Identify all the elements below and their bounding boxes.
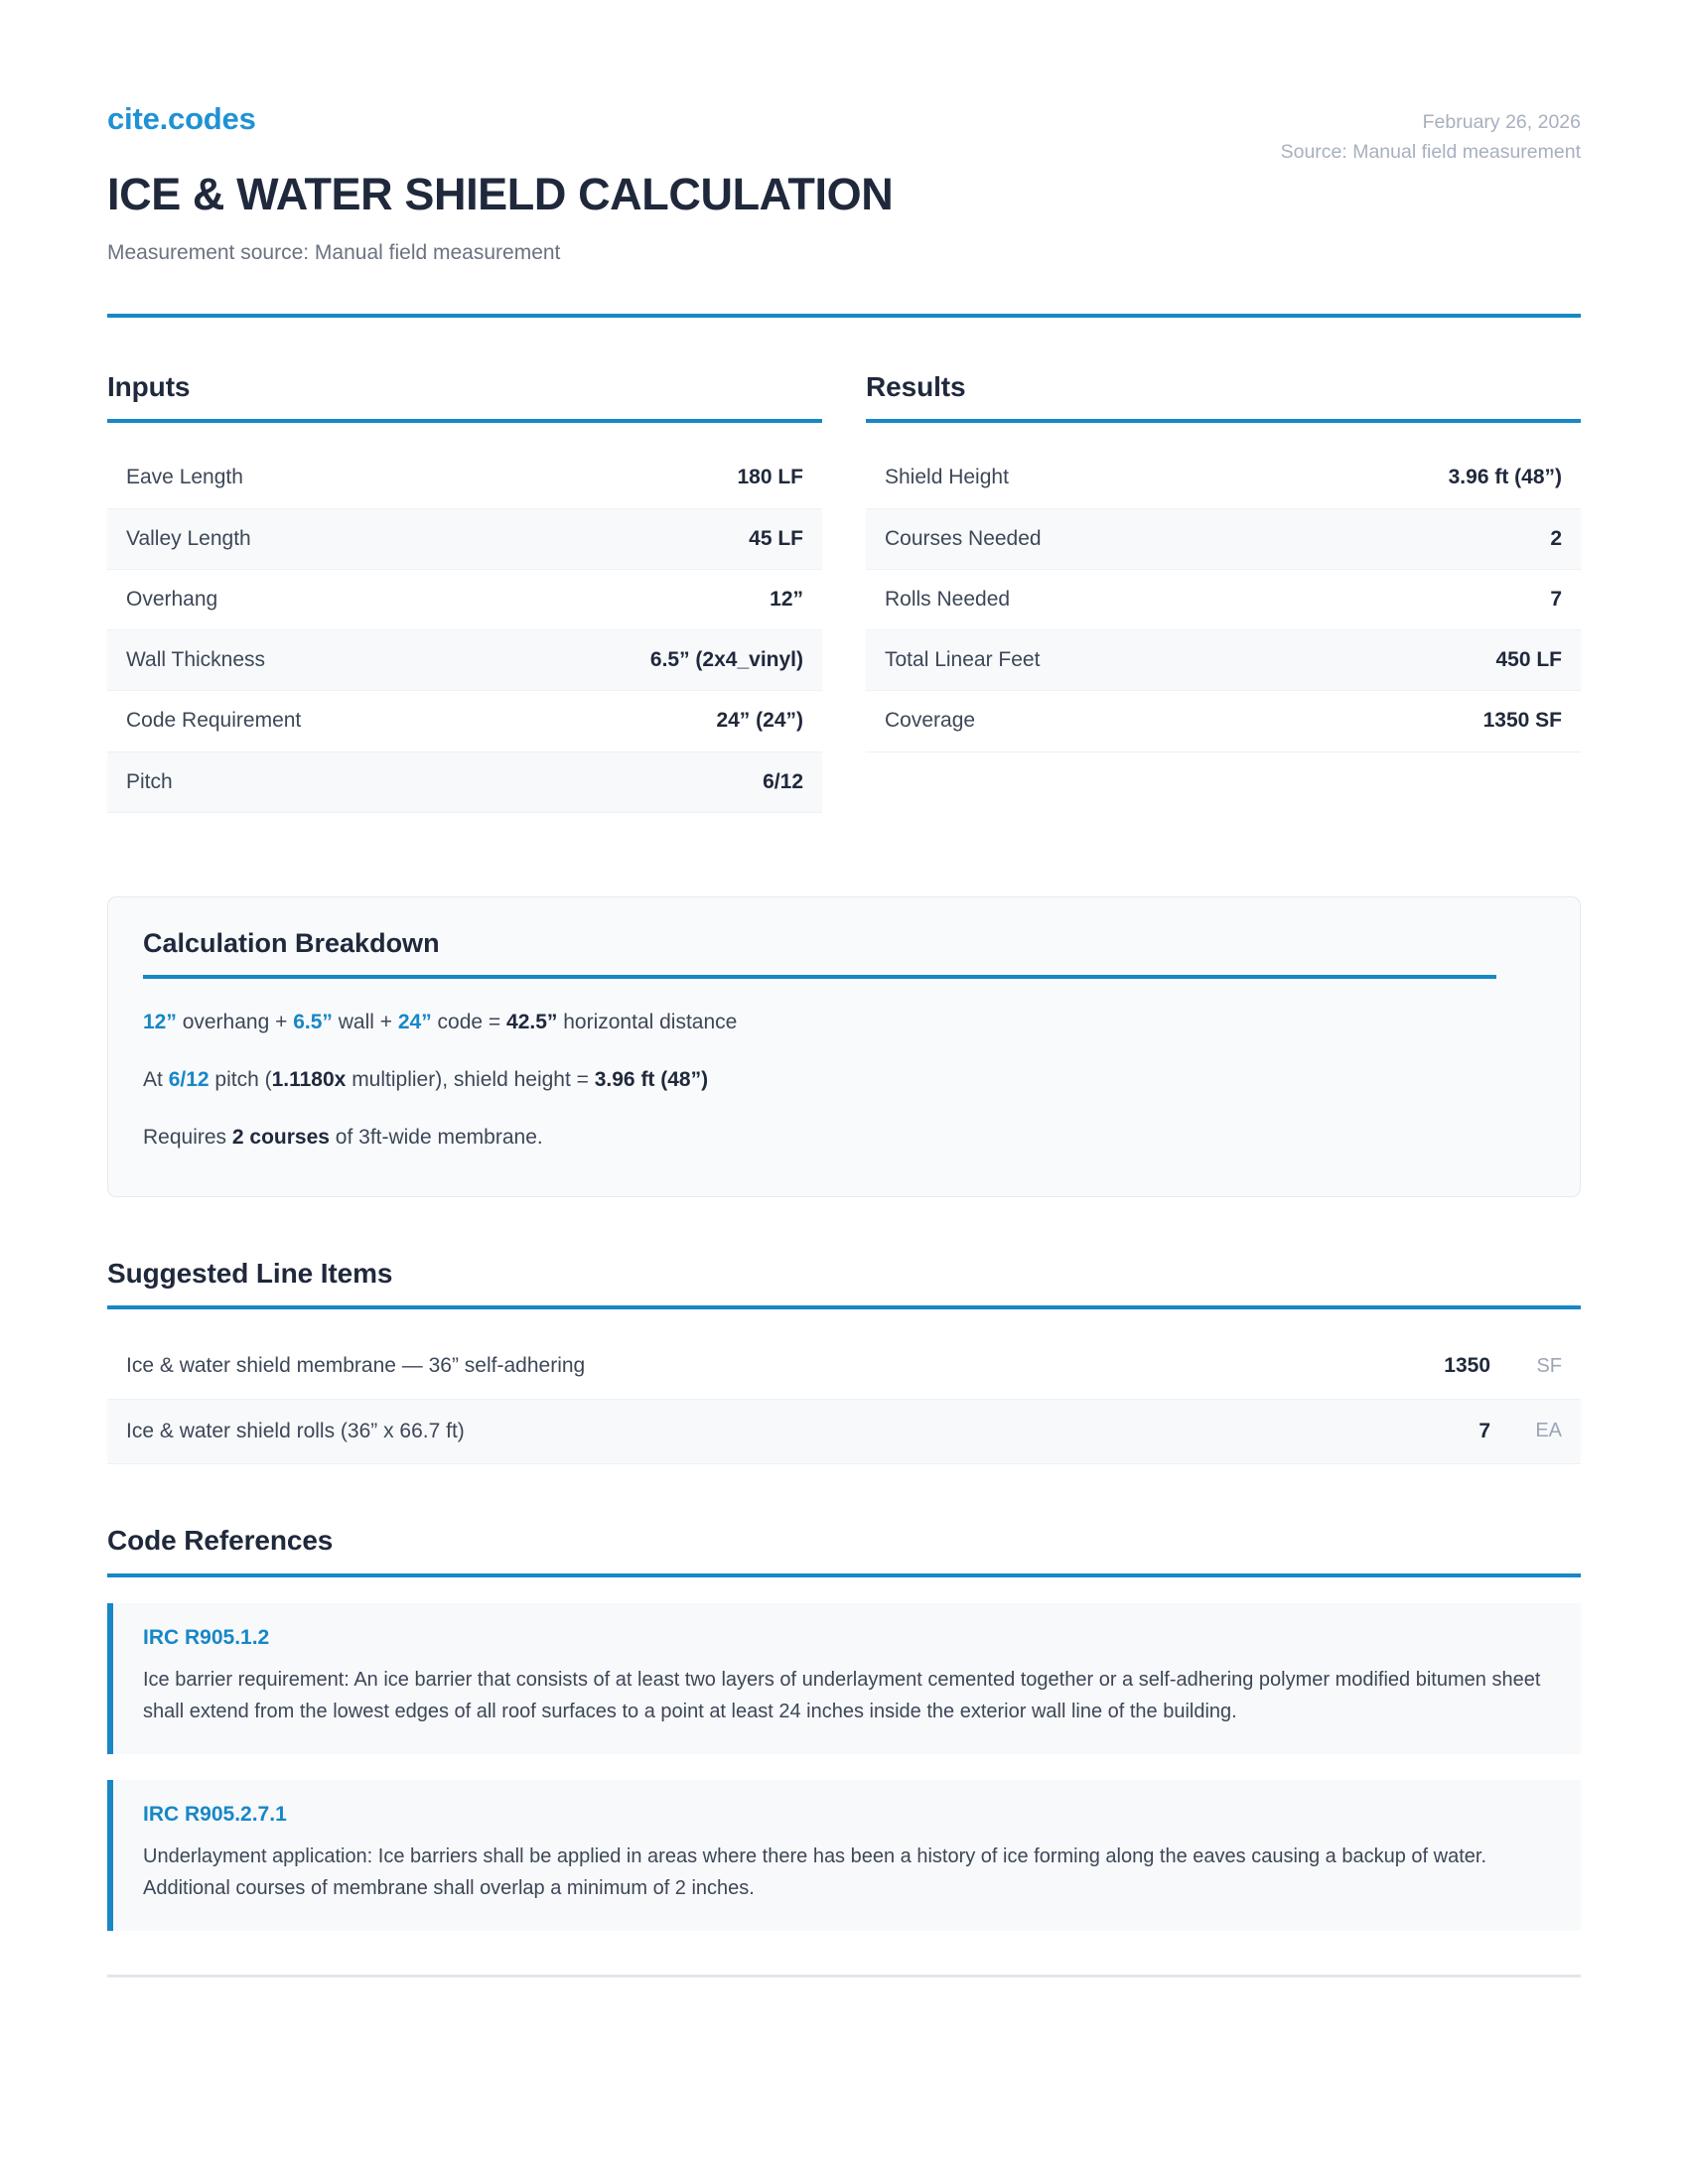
line-items-section: [107, 1259, 1581, 1464]
breakdown-line-2: [143, 1066, 1545, 1094]
row-value: 3.96 ft (48”): [1448, 466, 1562, 489]
breakdown-text: overhang +: [176, 1010, 294, 1033]
results-table: [866, 448, 1581, 751]
breakdown-text: multiplier), shield height =: [346, 1067, 595, 1091]
breakdown-shield-height-value: 3.96 ft (48”): [594, 1067, 709, 1091]
inputs-heading-rule: [107, 419, 822, 423]
row-value: 24” (24”): [716, 709, 803, 733]
results-heading: Results: [866, 370, 966, 402]
document-date: February 26, 2026: [1422, 111, 1581, 133]
summary-columns: [107, 372, 1581, 813]
line-item-unit: SF: [1536, 1354, 1562, 1377]
breakdown-text: pitch (: [209, 1067, 272, 1091]
row-label: Rolls Needed: [885, 587, 1011, 611]
row-value: 45 LF: [749, 526, 803, 550]
row-label: Total Linear Feet: [885, 648, 1041, 672]
row-value: 180 LF: [737, 466, 803, 489]
code-reference-item: [107, 1603, 1581, 1754]
table-row: [107, 1334, 1581, 1399]
page-title: ICE & WATER SHIELD CALCULATION: [107, 169, 894, 219]
breakdown-text: code =: [431, 1010, 507, 1033]
line-item-quantity: 1350: [1444, 1354, 1490, 1378]
table-row: [866, 691, 1581, 751]
line-item-unit: EA: [1535, 1420, 1562, 1442]
breakdown-wall-value: 6.5”: [293, 1010, 333, 1033]
line-item-description: Ice & water shield rolls (36” x 66.7 ft): [126, 1419, 465, 1442]
code-reference-text: Underlayment application: Ice barriers shall be applied in areas where there has been a history of ice forming along the eaves causing a backup of water. Additional courses of membrane shall overlap a minimum of 2 inches.: [143, 1844, 1487, 1900]
breakdown-heading: Calculation Breakdown: [143, 927, 440, 958]
row-value: 450 LF: [1495, 648, 1562, 672]
inputs-section: [107, 372, 822, 813]
row-label: Code Requirement: [126, 709, 302, 733]
row-label: Valley Length: [126, 526, 251, 550]
results-section: [866, 372, 1581, 813]
breakdown-pitch-value: 6/12: [168, 1067, 210, 1091]
code-references-heading: Code References: [107, 1524, 334, 1556]
row-value: 6/12: [763, 769, 803, 793]
table-row: [107, 570, 822, 630]
results-heading-rule: [866, 419, 1581, 423]
table-row: [107, 509, 822, 570]
header-divider: [107, 314, 1581, 318]
page-subtitle: Measurement source: Manual field measurement: [107, 241, 561, 265]
breakdown-distance-value: 42.5”: [506, 1010, 558, 1033]
table-row: [107, 630, 822, 691]
inputs-table: [107, 448, 822, 813]
row-value: 2: [1550, 526, 1562, 550]
table-row: [107, 1400, 1581, 1464]
breakdown-text: wall +: [332, 1010, 398, 1033]
calculation-breakdown-panel: [107, 896, 1581, 1197]
breakdown-text: of 3ft-wide membrane.: [329, 1126, 543, 1150]
breakdown-text: Requires: [143, 1126, 232, 1150]
line-item-quantity: 7: [1478, 1419, 1490, 1442]
table-row: [866, 448, 1581, 508]
code-reference-text: Ice barrier requirement: An ice barrier that consists of at least two layers of underlayment cemented together or a self-adhering polymer modified bitumen sheet shall extend from the lowest edges of all roof surfaces to a point at least 24 inches inside the exterior wall line of the building.: [143, 1668, 1541, 1723]
row-value: 7: [1550, 587, 1562, 611]
table-row: [107, 448, 822, 508]
line-items-heading: Suggested Line Items: [107, 1257, 393, 1289]
code-references-section: [107, 1526, 1581, 1931]
row-label: Eave Length: [126, 466, 243, 489]
line-items-heading-rule: [107, 1305, 1581, 1309]
breakdown-heading-rule: [143, 975, 1496, 979]
breakdown-line-1: [143, 1009, 1545, 1036]
document-source: Source: Manual field measurement: [1280, 141, 1581, 164]
code-references-heading-rule: [107, 1573, 1581, 1577]
breakdown-courses-value: 2 courses: [231, 1126, 330, 1150]
row-label: Pitch: [126, 769, 173, 793]
breakdown-line-3: [143, 1124, 1545, 1152]
row-value: 6.5” (2x4_vinyl): [649, 648, 803, 672]
line-items-table: [107, 1334, 1581, 1464]
footer-divider: [107, 1975, 1581, 1978]
table-row: [866, 570, 1581, 630]
breakdown-text: At: [143, 1067, 169, 1091]
breakdown-code-value: 24”: [397, 1010, 432, 1033]
brand-logo[interactable]: cite.codes: [107, 101, 256, 136]
table-row: [866, 509, 1581, 570]
table-row: [107, 752, 822, 813]
document-meta: [1281, 107, 1581, 167]
row-label: Wall Thickness: [126, 648, 266, 672]
row-label: Courses Needed: [885, 526, 1042, 550]
table-row: [107, 691, 822, 751]
document-header: [107, 0, 1581, 267]
row-label: Shield Height: [885, 466, 1009, 489]
inputs-heading: Inputs: [107, 370, 191, 402]
breakdown-overhang-value: 12”: [143, 1010, 177, 1033]
breakdown-multiplier-value: 1.1180x: [271, 1067, 347, 1091]
line-item-description: Ice & water shield membrane — 36” self-adhering: [126, 1354, 586, 1378]
row-label: Overhang: [126, 587, 218, 611]
row-value: 12”: [770, 587, 803, 611]
breakdown-text: horizontal distance: [557, 1010, 738, 1033]
code-reference-item: [107, 1780, 1581, 1931]
code-reference-id[interactable]: IRC R905.1.2: [143, 1625, 270, 1649]
table-row: [866, 630, 1581, 691]
code-reference-id[interactable]: IRC R905.2.7.1: [143, 1802, 287, 1826]
row-label: Coverage: [885, 709, 976, 733]
row-value: 1350 SF: [1482, 709, 1562, 733]
